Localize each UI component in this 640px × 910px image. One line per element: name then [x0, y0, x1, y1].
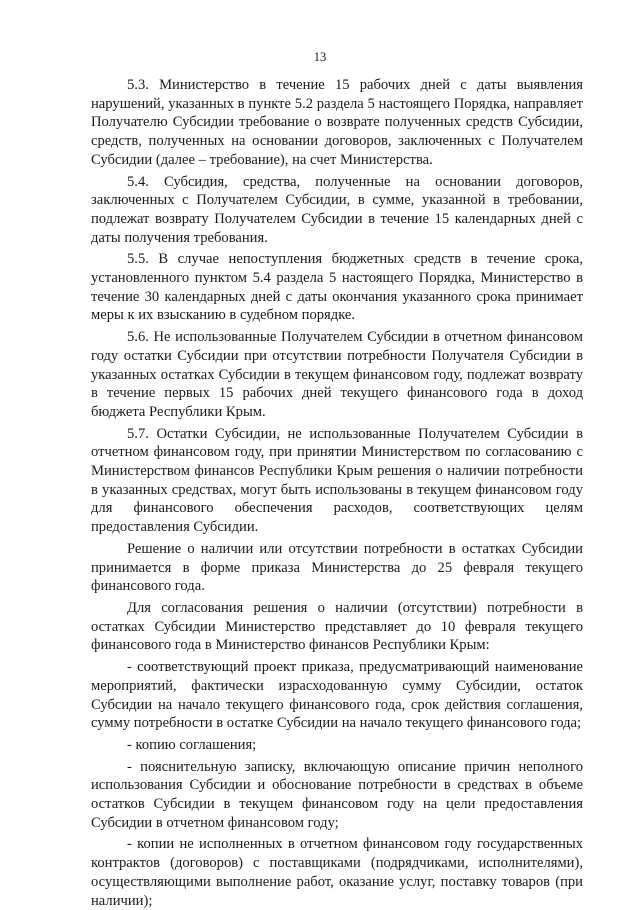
paragraph-approval: Для согласования решения о наличии (отсутствии) потребности в остатках Субсидии Министерство представляет до 10 февраля текущего финансового года в Министерство финансов Республики Крым: — [91, 599, 583, 654]
paragraph-5-7: 5.7. Остатки Субсидии, не использованные Получателем Субсидии в отчетном финансовом году, при принятии Министерством по согласованию с Министерством финансов Республики Крым решения о наличии потребности в указанных средствах, могут быть использованы в текущем финансовом году для финансового обеспечения расходов, соответствующих целям предоставления Субсидии. — [91, 425, 583, 536]
paragraph-5-3: 5.3. Министерство в течение 15 рабочих дней с даты выявления нарушений, указанных в пункте 5.2 раздела 5 настоящего Порядка, направляет Получателю Субсидии требование о возврате полученных средств Субсидии, средств, полученных на основании договоров, заключенных с Получателем Субсидии (далее – требование), на счет Министерства. — [91, 77, 583, 168]
paragraph-decision: Решение о наличии или отсутствии потребности в остатках Субсидии принимается в форме приказа Министерства до 25 февраля текущего финансового года. — [91, 540, 583, 595]
document-body — [91, 76, 583, 910]
list-item-explanatory-note: - пояснительную записку, включающую описание причин неполного использования Субсидии и обоснование потребности в средствах в объеме остатков Субсидии в текущем финансовом году на цели предоставления Субсидии в отчетном финансовом году; — [91, 758, 583, 831]
page-number: 13 — [313, 50, 327, 64]
paragraph-5-4: 5.4. Субсидия, средства, полученные на основании договоров, заключенных с Получателем Субсидии, в сумме, указанной в требовании, подлежат возврату Получателем Субсидии в течение 15 календарных дней с даты получения требования. — [91, 173, 583, 246]
list-item-draft-order: - соответствующий проект приказа, предусматривающий наименование мероприятий, фактически израсходованную сумму Субсидии, остаток Субсидии на начало текущего финансового года, срок действия соглашения, сумму потребности в остатке Субсидии на начало текущего финансового года; — [91, 659, 583, 732]
paragraph-5-6: 5.6. Не использованные Получателем Субсидии в отчетном финансовом году остатки Субсидии при отсутствии потребности Получателя Субсидии в указанных остатках Субсидии в текущем финансовом году, подлежат возврату в течение первых 15 рабочих дней текущего финансового года в доход бюджета Республики Крым. — [91, 329, 583, 420]
list-item-contract-copies: - копии не исполненных в отчетном финансовом году государственных контрактов (договоров) с поставщиками (подрядчиками, исполнителями), осуществляющими выполнение работ, оказание услуг, поставку товаров (при наличии); — [91, 836, 583, 909]
paragraph-5-5: 5.5. В случае непоступления бюджетных средств в течение срока, установленного пунктом 5.4 раздела 5 настоящего Порядка, Министерство в течение 30 календарных дней с даты окончания указанного срока принимает меры к их взысканию в судебном порядке. — [91, 251, 583, 324]
list-item-agreement-copy: - копию соглашения; — [127, 736, 257, 753]
